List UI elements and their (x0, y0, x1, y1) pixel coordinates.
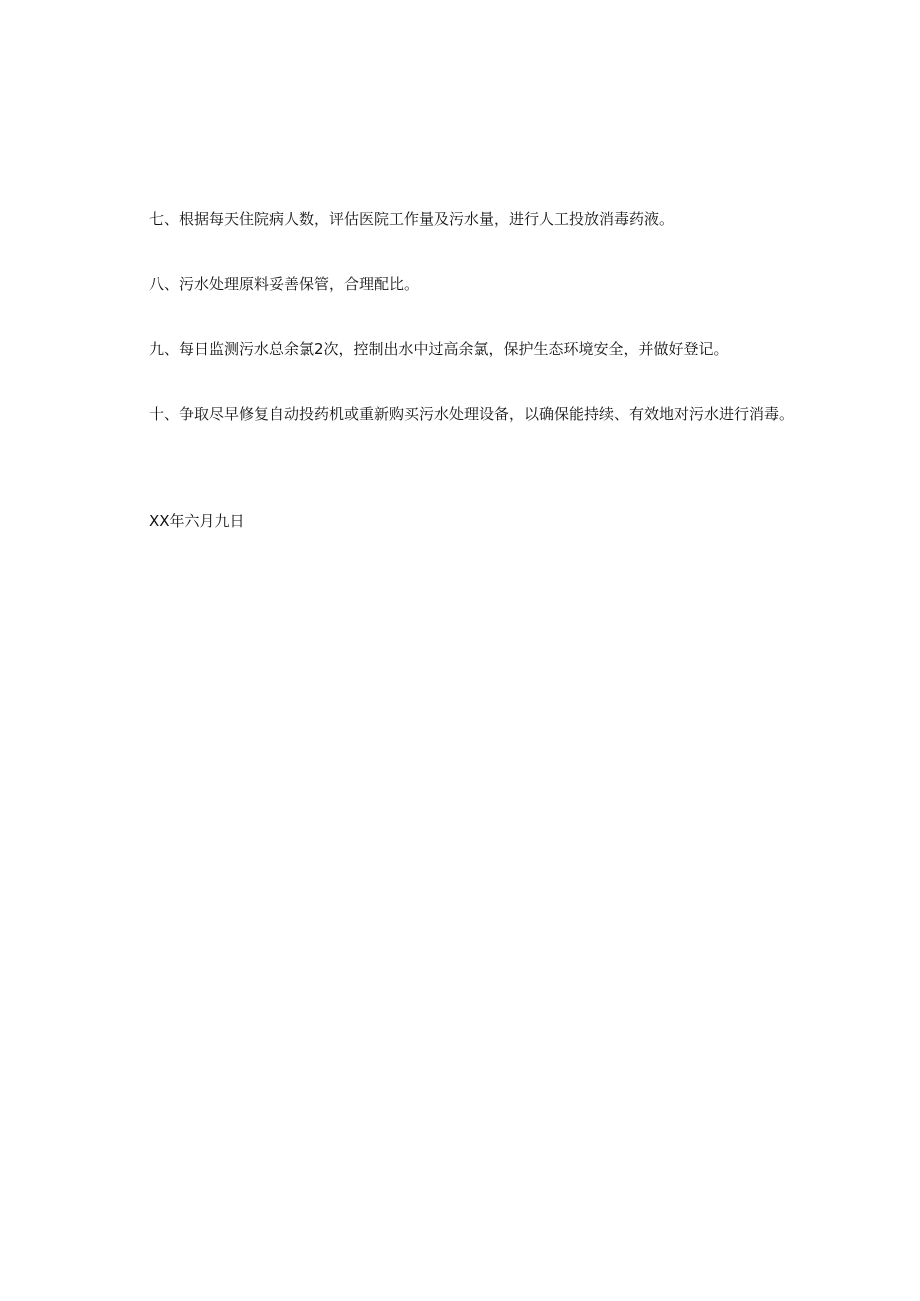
paragraph-item-7: 七、根据每天住院病人数，评估医院工作量及污水量，进行人工投放消毒药液。 (149, 210, 675, 228)
paragraph-item-8: 八、污水处理原料妥善保管，合理配比。 (149, 275, 420, 293)
paragraph-item-9: 九、每日监测污水总余氯2次，控制出水中过高余氯，保护生态环境安全，并做好登记。 (149, 340, 729, 358)
paragraph-item-10: 十、争取尽早修复自动投药机或重新购买污水处理设备，以确保能持续、有效地对污水进行消毒。 (149, 405, 795, 423)
document-date: XX年六月九日 (149, 512, 245, 530)
